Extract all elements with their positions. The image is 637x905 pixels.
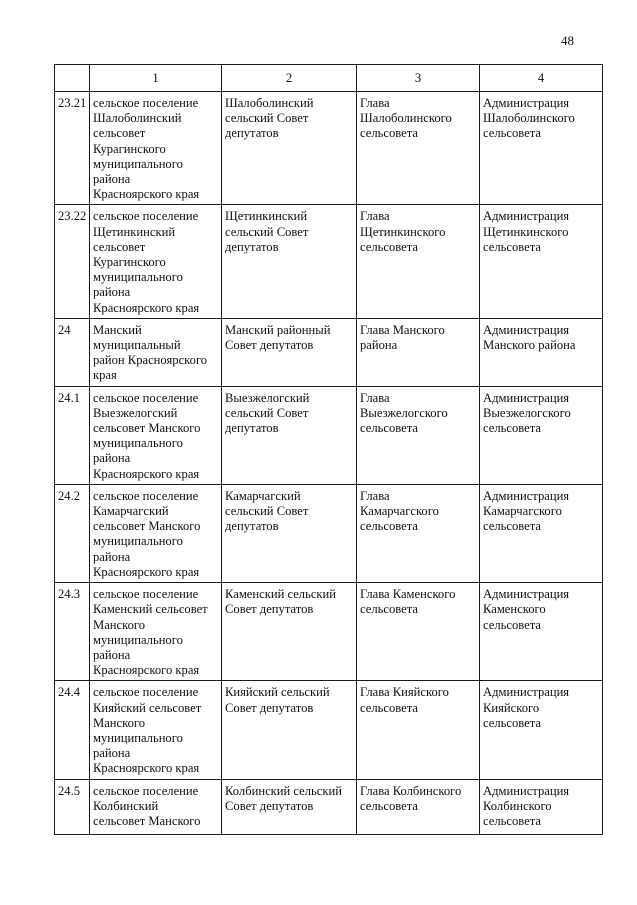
administration-cell: Администрация Манского района [480, 318, 603, 386]
head-cell: Глава Шалоболинского сельсовета [357, 92, 480, 205]
header-cell-number [55, 65, 90, 92]
header-cell-2: 2 [222, 65, 357, 92]
head-cell: Глава Камарчагского сельсовета [357, 484, 480, 582]
administration-cell: Администрация Выезжелогского сельсовета [480, 386, 603, 484]
municipality-cell: сельское поселение Кияйский сельсовет Манского муниципального района Красноярского края [90, 681, 222, 779]
row-number-cell: 24 [55, 318, 90, 386]
council-cell: Кияйский сельский Совет депутатов [222, 681, 357, 779]
municipality-cell: сельское поселение Шалоболинский сельсовет Курагинского муниципального района Красноярского края [90, 92, 222, 205]
table-row [55, 386, 603, 484]
head-cell: Глава Колбинского сельсовета [357, 779, 480, 834]
row-number-cell: 24.3 [55, 583, 90, 681]
table-header-row [55, 65, 603, 92]
row-number-cell: 23.21 [55, 92, 90, 205]
municipality-cell: сельское поселение Колбинский сельсовет Манского [90, 779, 222, 834]
head-cell: Глава Манского района [357, 318, 480, 386]
header-cell-1: 1 [90, 65, 222, 92]
council-cell: Шалоболинский сельский Совет депутатов [222, 92, 357, 205]
council-cell: Щетинкинский сельский Совет депутатов [222, 205, 357, 318]
row-number-cell: 24.2 [55, 484, 90, 582]
table-row [55, 205, 603, 318]
row-number-cell: 24.4 [55, 681, 90, 779]
row-number-cell: 24.1 [55, 386, 90, 484]
municipal-bodies-table [54, 64, 603, 835]
row-number-cell: 24.5 [55, 779, 90, 834]
council-cell: Камарчагский сельский Совет депутатов [222, 484, 357, 582]
administration-cell: Администрация Камарчагского сельсовета [480, 484, 603, 582]
municipality-cell: сельское поселение Щетинкинский сельсовет Курагинского муниципального района Красноярского края [90, 205, 222, 318]
municipality-cell: Манский муниципальный район Красноярского края [90, 318, 222, 386]
head-cell: Глава Выезжелогского сельсовета [357, 386, 480, 484]
head-cell: Глава Кияйского сельсовета [357, 681, 480, 779]
administration-cell: Администрация Колбинского сельсовета [480, 779, 603, 834]
council-cell: Манский районный Совет депутатов [222, 318, 357, 386]
table-row [55, 484, 603, 582]
page-number: 48 [561, 33, 574, 48]
administration-cell: Администрация Каменского сельсовета [480, 583, 603, 681]
head-cell: Глава Каменского сельсовета [357, 583, 480, 681]
administration-cell: Администрация Кияйского сельсовета [480, 681, 603, 779]
council-cell: Каменский сельский Совет депутатов [222, 583, 357, 681]
municipality-cell: сельское поселение Камарчагский сельсовет Манского муниципального района Красноярского края [90, 484, 222, 582]
municipality-cell: сельское поселение Выезжелогский сельсовет Манского муниципального района Красноярского края [90, 386, 222, 484]
administration-cell: Администрация Шалоболинского сельсовета [480, 92, 603, 205]
row-number-cell: 23.22 [55, 205, 90, 318]
table-row [55, 583, 603, 681]
header-cell-4: 4 [480, 65, 603, 92]
council-cell: Колбинский сельский Совет депутатов [222, 779, 357, 834]
council-cell: Выезжелогский сельский Совет депутатов [222, 386, 357, 484]
table-row [55, 92, 603, 205]
head-cell: Глава Щетинкинского сельсовета [357, 205, 480, 318]
header-cell-3: 3 [357, 65, 480, 92]
table-row [55, 318, 603, 386]
table-row [55, 681, 603, 779]
municipality-cell: сельское поселение Каменский сельсовет Манского муниципального района Красноярского края [90, 583, 222, 681]
table-row [55, 779, 603, 834]
administration-cell: Администрация Щетинкинского сельсовета [480, 205, 603, 318]
